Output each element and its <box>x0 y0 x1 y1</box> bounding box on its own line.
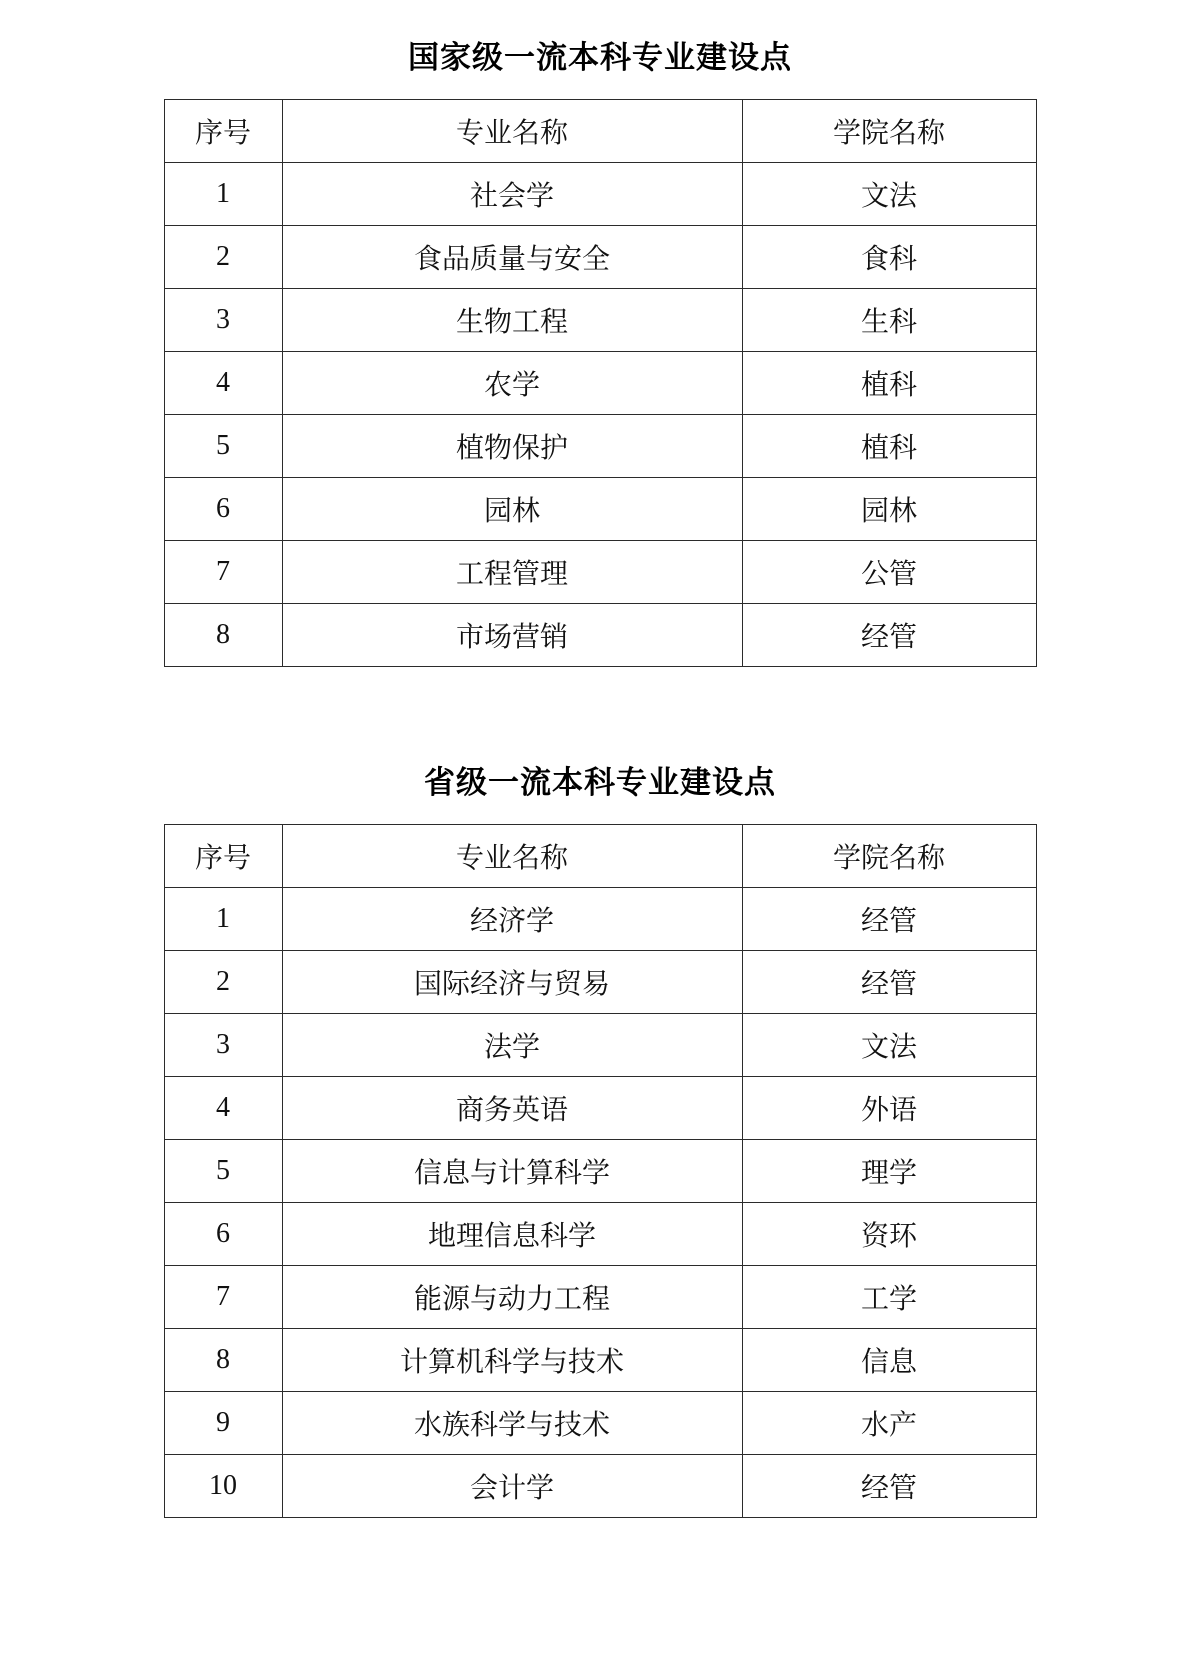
page-bottom-space <box>0 1518 1200 1558</box>
cell-major: 园林 <box>282 478 742 541</box>
table-row <box>164 1455 1036 1518</box>
table-row <box>164 289 1036 352</box>
cell-index: 5 <box>164 1140 282 1203</box>
cell-college: 理学 <box>742 1140 1036 1203</box>
cell-college: 工学 <box>742 1266 1036 1329</box>
table-row <box>164 226 1036 289</box>
cell-college: 外语 <box>742 1077 1036 1140</box>
table-wrapper-provincial <box>0 824 1200 1518</box>
table-row <box>164 604 1036 667</box>
table-row <box>164 888 1036 951</box>
cell-major: 信息与计算科学 <box>282 1140 742 1203</box>
table-row <box>164 352 1036 415</box>
table-row <box>164 1203 1036 1266</box>
cell-major: 食品质量与安全 <box>282 226 742 289</box>
cell-index: 9 <box>164 1392 282 1455</box>
cell-major: 会计学 <box>282 1455 742 1518</box>
cell-major: 能源与动力工程 <box>282 1266 742 1329</box>
cell-college: 公管 <box>742 541 1036 604</box>
cell-college: 植科 <box>742 352 1036 415</box>
cell-index: 7 <box>164 1266 282 1329</box>
cell-college: 文法 <box>742 163 1036 226</box>
cell-college: 经管 <box>742 1455 1036 1518</box>
table-national-majors <box>164 99 1037 667</box>
cell-index: 6 <box>164 1203 282 1266</box>
cell-college: 植科 <box>742 415 1036 478</box>
cell-major: 法学 <box>282 1014 742 1077</box>
column-header-index: 序号 <box>164 825 282 888</box>
table-row <box>164 541 1036 604</box>
cell-index: 1 <box>164 888 282 951</box>
cell-index: 4 <box>164 1077 282 1140</box>
cell-major: 市场营销 <box>282 604 742 667</box>
cell-major: 计算机科学与技术 <box>282 1329 742 1392</box>
page-title-national: 国家级一流本科专业建设点 <box>408 40 792 75</box>
cell-major: 农学 <box>282 352 742 415</box>
cell-major: 工程管理 <box>282 541 742 604</box>
cell-major: 商务英语 <box>282 1077 742 1140</box>
cell-major: 经济学 <box>282 888 742 951</box>
table-provincial-majors <box>164 824 1037 1518</box>
cell-college: 经管 <box>742 888 1036 951</box>
section-national <box>0 18 1200 667</box>
section-provincial <box>0 743 1200 1518</box>
table-header-row <box>164 100 1036 163</box>
cell-major: 社会学 <box>282 163 742 226</box>
cell-college: 食科 <box>742 226 1036 289</box>
table-body-provincial <box>164 825 1036 1518</box>
cell-index: 2 <box>164 951 282 1014</box>
cell-major: 国际经济与贸易 <box>282 951 742 1014</box>
cell-college: 生科 <box>742 289 1036 352</box>
cell-index: 4 <box>164 352 282 415</box>
column-header-index: 序号 <box>164 100 282 163</box>
page-title-provincial: 省级一流本科专业建设点 <box>424 765 776 800</box>
cell-index: 8 <box>164 604 282 667</box>
cell-college: 经管 <box>742 604 1036 667</box>
cell-index: 5 <box>164 415 282 478</box>
cell-college: 资环 <box>742 1203 1036 1266</box>
table-row <box>164 1266 1036 1329</box>
table-row <box>164 1329 1036 1392</box>
table-row <box>164 951 1036 1014</box>
section-divider-space <box>0 667 1200 743</box>
cell-college: 文法 <box>742 1014 1036 1077</box>
cell-major: 植物保护 <box>282 415 742 478</box>
table-row <box>164 1014 1036 1077</box>
table-wrapper-national <box>0 99 1200 667</box>
column-header-college: 学院名称 <box>742 100 1036 163</box>
cell-major: 水族科学与技术 <box>282 1392 742 1455</box>
cell-index: 6 <box>164 478 282 541</box>
table-row <box>164 478 1036 541</box>
table-row <box>164 1140 1036 1203</box>
cell-major: 地理信息科学 <box>282 1203 742 1266</box>
table-header-row <box>164 825 1036 888</box>
cell-college: 园林 <box>742 478 1036 541</box>
column-header-college: 学院名称 <box>742 825 1036 888</box>
table-row <box>164 1077 1036 1140</box>
table-row <box>164 163 1036 226</box>
cell-index: 7 <box>164 541 282 604</box>
cell-index: 3 <box>164 1014 282 1077</box>
cell-college: 信息 <box>742 1329 1036 1392</box>
table-row <box>164 1392 1036 1455</box>
cell-college: 水产 <box>742 1392 1036 1455</box>
column-header-major: 专业名称 <box>282 100 742 163</box>
cell-index: 3 <box>164 289 282 352</box>
table-body-national <box>164 100 1036 667</box>
cell-index: 10 <box>164 1455 282 1518</box>
column-header-major: 专业名称 <box>282 825 742 888</box>
cell-index: 1 <box>164 163 282 226</box>
cell-index: 2 <box>164 226 282 289</box>
cell-major: 生物工程 <box>282 289 742 352</box>
cell-index: 8 <box>164 1329 282 1392</box>
cell-college: 经管 <box>742 951 1036 1014</box>
table-row <box>164 415 1036 478</box>
